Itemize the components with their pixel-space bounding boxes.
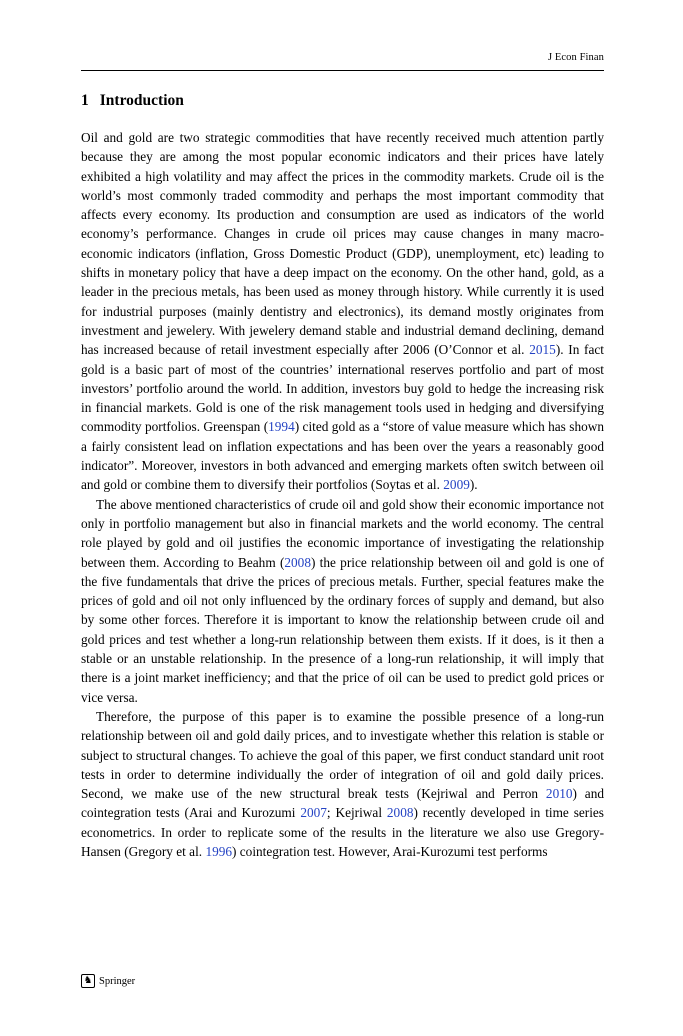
- horse-icon: ♞: [83, 975, 93, 986]
- header-rule: [81, 70, 604, 71]
- footer: [81, 974, 135, 988]
- body-text: [81, 128, 604, 861]
- section-number: 1: [81, 92, 89, 109]
- paragraph: [81, 707, 604, 861]
- text-segment: ) cited gold as a “store of value measure which has shown a fairly consistent lead on inflation expectations and has been over the years a reasonably good indicator”. Moreover, investors in both advanced and emerging markets often switch between oil and gold or combine them to diversify their portfolios (Soytas et al.: [81, 419, 604, 493]
- section-title: Introduction: [99, 92, 184, 109]
- text-segment: ) the price relationship between oil and gold is one of the five fundamentals that drive the prices of precious metals. Further, special features make the prices of gold and oil not only influenced by the ordinary forces of supply and demand, but also by some other forces. Therefore it is important to know the relationship between crude oil and gold prices and test whether a long-run relationship between them exists. If it does, is it then a stable or an unstable relationship. In the presence of a long-run relationship, it will imply that there is a joint market inefficiency; and that the price of oil can be used to predict gold prices or vice versa.: [81, 554, 604, 705]
- text-segment: Oil and gold are two strategic commodities that have recently received much attention partly because they are among the most popular economic indicators and their prices have lately exhibited a high volatility and may affect the prices in the commodity markets. Crude oil is the world’s most commonly traded commodity and perhaps the most important commodity that affects every economy. Its production and consumption are used as indicators of the world economy’s performance. Changes in crude oil prices may cause changes in many macro-economic indicators (inflation, Gross Domestic Product (GDP), unemployment, etc) leading to shifts in monetary policy that have a deep impact on the economy. On the other hand, gold, as a leader in the precious metals, has been used as money through history. While currently it is used for industrial purposes (mainly dentistry and electronics), its demand mostly originates from investment and jewelery. With jewelery demand stable and industrial demand declining, demand has increased because of retail investment especially after 2006 (O’Connor et al.: [81, 130, 604, 358]
- text-segment: ).: [469, 477, 478, 493]
- text-segment: ) recently developed in time series econometrics. In order to replicate some of the results in the literature we also use Gregory-Hansen (Gregory et al.: [81, 805, 604, 859]
- citation-link[interactable]: 2007: [300, 805, 327, 821]
- paragraph: [81, 128, 604, 495]
- text-segment: ) and cointegration tests (Arai and Kurozumi: [81, 786, 604, 821]
- citation-link[interactable]: 2009: [443, 477, 470, 493]
- publisher-name: Springer: [99, 975, 136, 987]
- text-segment: ) cointegration test. However, Arai-Kurozumi test performs: [232, 843, 548, 859]
- citation-link[interactable]: 2015: [529, 342, 556, 358]
- text-segment: The above mentioned characteristics of crude oil and gold show their economic importance not only in portfolio management but also in financial markets and the world economy. The central role played by gold and oil justifies the economic importance of investigating the relationship between them. According to Beahm (: [81, 496, 604, 570]
- paragraph: [81, 495, 604, 707]
- journal-header: J Econ Finan: [547, 52, 604, 63]
- section-heading: [81, 92, 604, 110]
- text-segment: Therefore, the purpose of this paper is to examine the possible presence of a long-run relationship between oil and gold daily prices, and to investigate whether this relation is stable or subject to structural changes. To achieve the goal of this paper, we first conduct standard unit root tests in order to determine individually the order of integration of oil and gold daily prices. Second, we make use of the new structural break tests (Kejriwal and Perron: [81, 708, 604, 802]
- text-segment: ; Kejriwal: [326, 805, 387, 821]
- content-column: [81, 0, 604, 861]
- text-segment: ). In fact gold is a basic part of most of the countries’ international reserves portfolio and part of most investors’ portfolio around the world. In addition, investors buy gold to hedge the increasing risk in financial markets. Gold is one of the risk management tools used in hedging and diversifying commodity portfolios. Greenspan (: [81, 342, 604, 435]
- citation-link[interactable]: 2008: [284, 554, 311, 570]
- citation-link[interactable]: 1996: [205, 843, 233, 859]
- citation-link[interactable]: 2008: [386, 805, 414, 821]
- citation-link[interactable]: 1994: [268, 419, 295, 435]
- citation-link[interactable]: 2010: [545, 786, 573, 802]
- springer-logo-icon: [81, 974, 95, 988]
